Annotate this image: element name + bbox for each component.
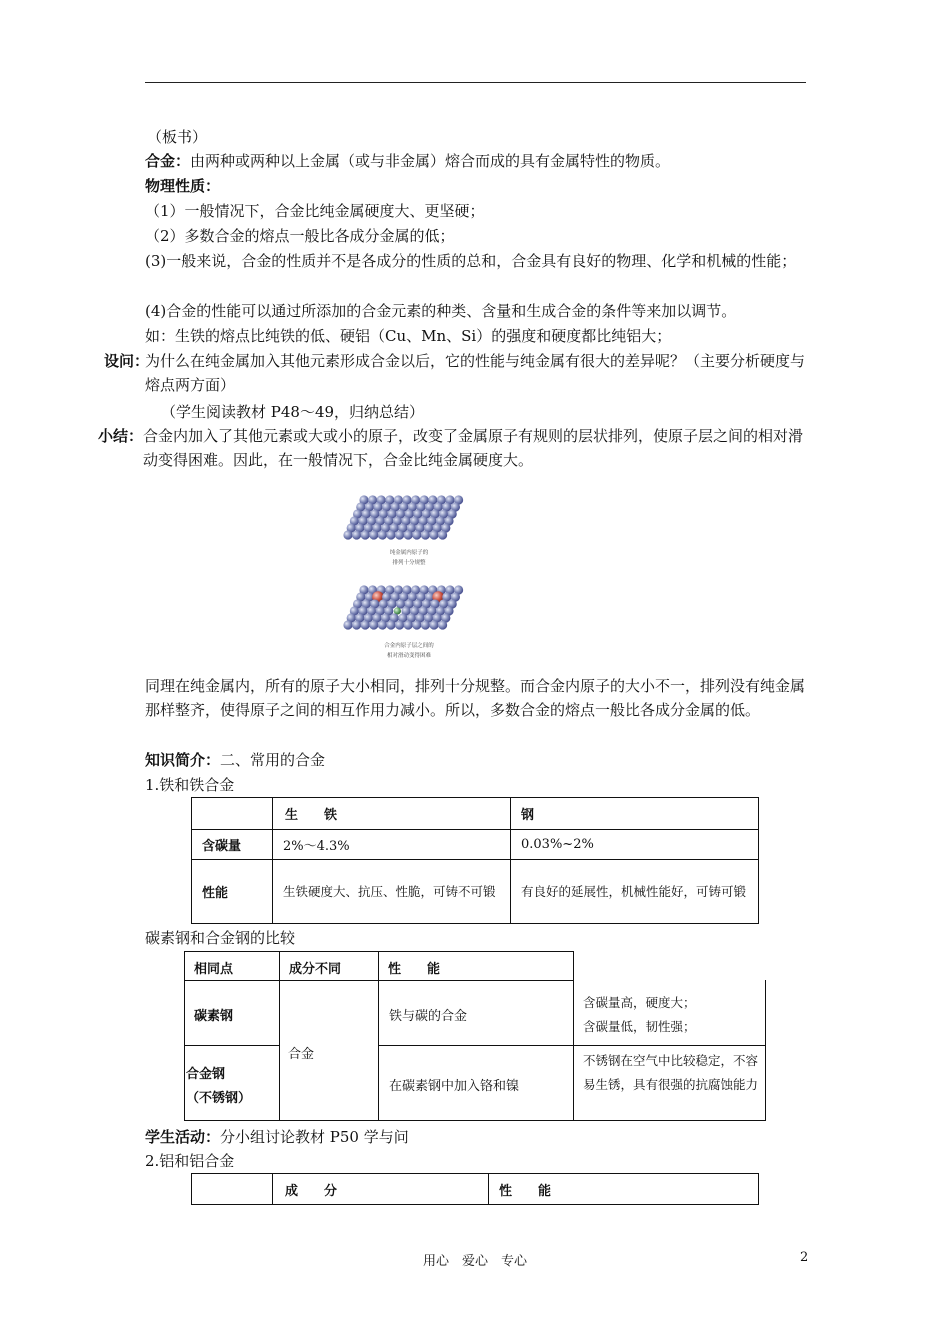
atom	[343, 530, 352, 539]
atom	[386, 620, 395, 629]
atom	[395, 530, 404, 539]
iron-table-corner	[192, 798, 273, 830]
alloy-text: 由两种或两种以上金属（或与非金属）熔合而成的具有金属特性的物质。	[190, 152, 671, 170]
pig-iron-performance: 生铁硬度大、抗压、性脆，可铸不可锻	[273, 860, 511, 924]
pure-metal-lattice	[343, 495, 463, 539]
header-rule	[145, 82, 806, 83]
atom	[412, 530, 421, 539]
alloy-steel-performance: 不锈钢在空气中比较稳定，不容易生锈，具有很强的抗腐蚀能力	[583, 1053, 759, 1092]
atom	[361, 620, 370, 629]
iron-table	[191, 797, 759, 924]
carbon-content-label: 含碳量	[192, 830, 273, 860]
alloy-definition	[145, 151, 670, 171]
carbon-steel-performance-2: 含碳量低，韧性强；	[583, 1019, 696, 1034]
figure-caption-bottom-1: 合金内原子层之间的	[384, 643, 434, 649]
carbon-steel-performance-1: 含碳量高，硬度大；	[583, 995, 696, 1010]
performance-label: 性能	[192, 860, 273, 924]
alloy-steel-label: 合金钢	[186, 1067, 226, 1082]
aluminum-heading: 2.铝和铝合金	[145, 1152, 235, 1170]
intro-term: 知识简介：	[145, 751, 221, 769]
property-item-4: (4)合金的性能可以通过所添加的合金元素的种类、含量和生成合金的条件等来加以调节。	[145, 302, 737, 320]
page-number: 2	[800, 1250, 809, 1265]
atom	[352, 530, 361, 539]
example-text: 如：生铁的熔点比纯铁的低、硬铝（Cu、Mn、Si）的强度和硬度都比纯铝大；	[145, 327, 672, 345]
atom	[429, 530, 438, 539]
property-item-3: (3)一般来说，合金的性质并不是各成分的性质的总和，合金具有良好的物理、化学和机械的性能；	[145, 252, 797, 270]
summary-block	[98, 424, 809, 472]
iron-header-steel: 钢	[511, 798, 759, 830]
header-performance: 性 能	[388, 962, 441, 977]
atom	[404, 620, 413, 629]
aluminum-table-corner	[192, 1174, 273, 1205]
atom	[412, 620, 421, 629]
atom	[378, 620, 387, 629]
aluminum-header-performance: 性 能	[489, 1174, 759, 1205]
page-footer: 用心 爱心 专心	[422, 1254, 527, 1269]
iron-header-pig-iron: 生 铁	[273, 798, 511, 830]
pig-iron-carbon: 2%～4.3%	[273, 830, 511, 860]
atom	[421, 530, 430, 539]
activity-text: 分小组讨论教材 P50 学与问	[220, 1128, 409, 1146]
atom	[429, 620, 438, 629]
steel-comparison-heading: 碳素钢和合金钢的比较	[145, 929, 296, 947]
knowledge-intro	[145, 750, 325, 770]
question-block	[104, 349, 809, 397]
atom	[404, 530, 413, 539]
atom-arrangement-figure	[338, 490, 480, 666]
carbon-steel-label: 碳素钢	[194, 1009, 234, 1024]
carbon-steel-composition: 铁与碳的合金	[389, 1009, 468, 1024]
header-common: 相同点	[194, 962, 234, 977]
question-term: 设问：	[104, 352, 150, 370]
intro-text: 二、常用的合金	[220, 751, 326, 769]
atom	[438, 620, 447, 629]
summary-term: 小结：	[98, 427, 144, 445]
figure-caption-top-1: 纯金属内原子的	[389, 550, 429, 556]
atom	[369, 530, 378, 539]
atom	[438, 530, 447, 539]
atom	[343, 620, 352, 629]
atom	[378, 530, 387, 539]
steel-comparison-table	[184, 951, 766, 1121]
header-composition: 成分不同	[289, 962, 342, 977]
board-label: （板书）	[147, 128, 208, 146]
alloy-steel-composition: 在碳素钢中加入铬和镍	[389, 1079, 520, 1094]
figure-caption-top-2: 排列十分规整	[392, 560, 426, 566]
iron-heading: 1.铁和铁合金	[145, 776, 235, 794]
stainless-steel-label: （不锈钢）	[186, 1091, 252, 1106]
atom	[361, 530, 370, 539]
question-text: 为什么在纯金属加入其他元素形成合金以后，它的性能与纯金属有很大的差异呢？（主要分析硬度与熔点两方面）	[145, 352, 806, 394]
steel-carbon: 0.03%~2%	[511, 830, 759, 860]
atom	[421, 620, 430, 629]
property-item-1: （1）一般情况下，合金比纯金属硬度大、更坚硬；	[145, 202, 485, 220]
atom	[352, 620, 361, 629]
reading-note: （学生阅读教材 P48～49，归纳总结）	[161, 403, 425, 421]
aluminum-header-composition: 成 分	[273, 1174, 489, 1205]
figure-caption-bottom-2: 相对滑动变得困难	[386, 653, 432, 659]
atom	[395, 620, 404, 629]
property-item-2: （2）多数合金的熔点一般比各成分金属的低；	[145, 227, 455, 245]
physical-properties-heading: 物理性质：	[145, 177, 221, 195]
activity-term: 学生活动：	[145, 1128, 221, 1146]
common-alloy: 合金	[288, 1047, 315, 1062]
aluminum-table	[191, 1173, 759, 1205]
atom	[386, 530, 395, 539]
summary-text: 合金内加入了其他元素或大或小的原子，改变了金属原子有规则的层状排列，使原子层之间的相对滑动变得困难。因此，在一般情况下，合金比纯金属硬度大。	[143, 427, 804, 469]
student-activity	[145, 1127, 409, 1147]
steel-performance: 有良好的延展性，机械性能好，可铸可锻	[511, 860, 759, 924]
atom	[369, 620, 378, 629]
alloy-term: 合金：	[145, 152, 191, 170]
alloy-lattice	[343, 585, 463, 629]
melting-point-paragraph: 同理在纯金属内，所有的原子大小相同，排列十分规整。而合金内原子的大小不一，排列没有纯金属那样整齐，使得原子之间的相互作用力减小。所以，多数合金的熔点一般比各成分金属的低。	[145, 677, 806, 719]
